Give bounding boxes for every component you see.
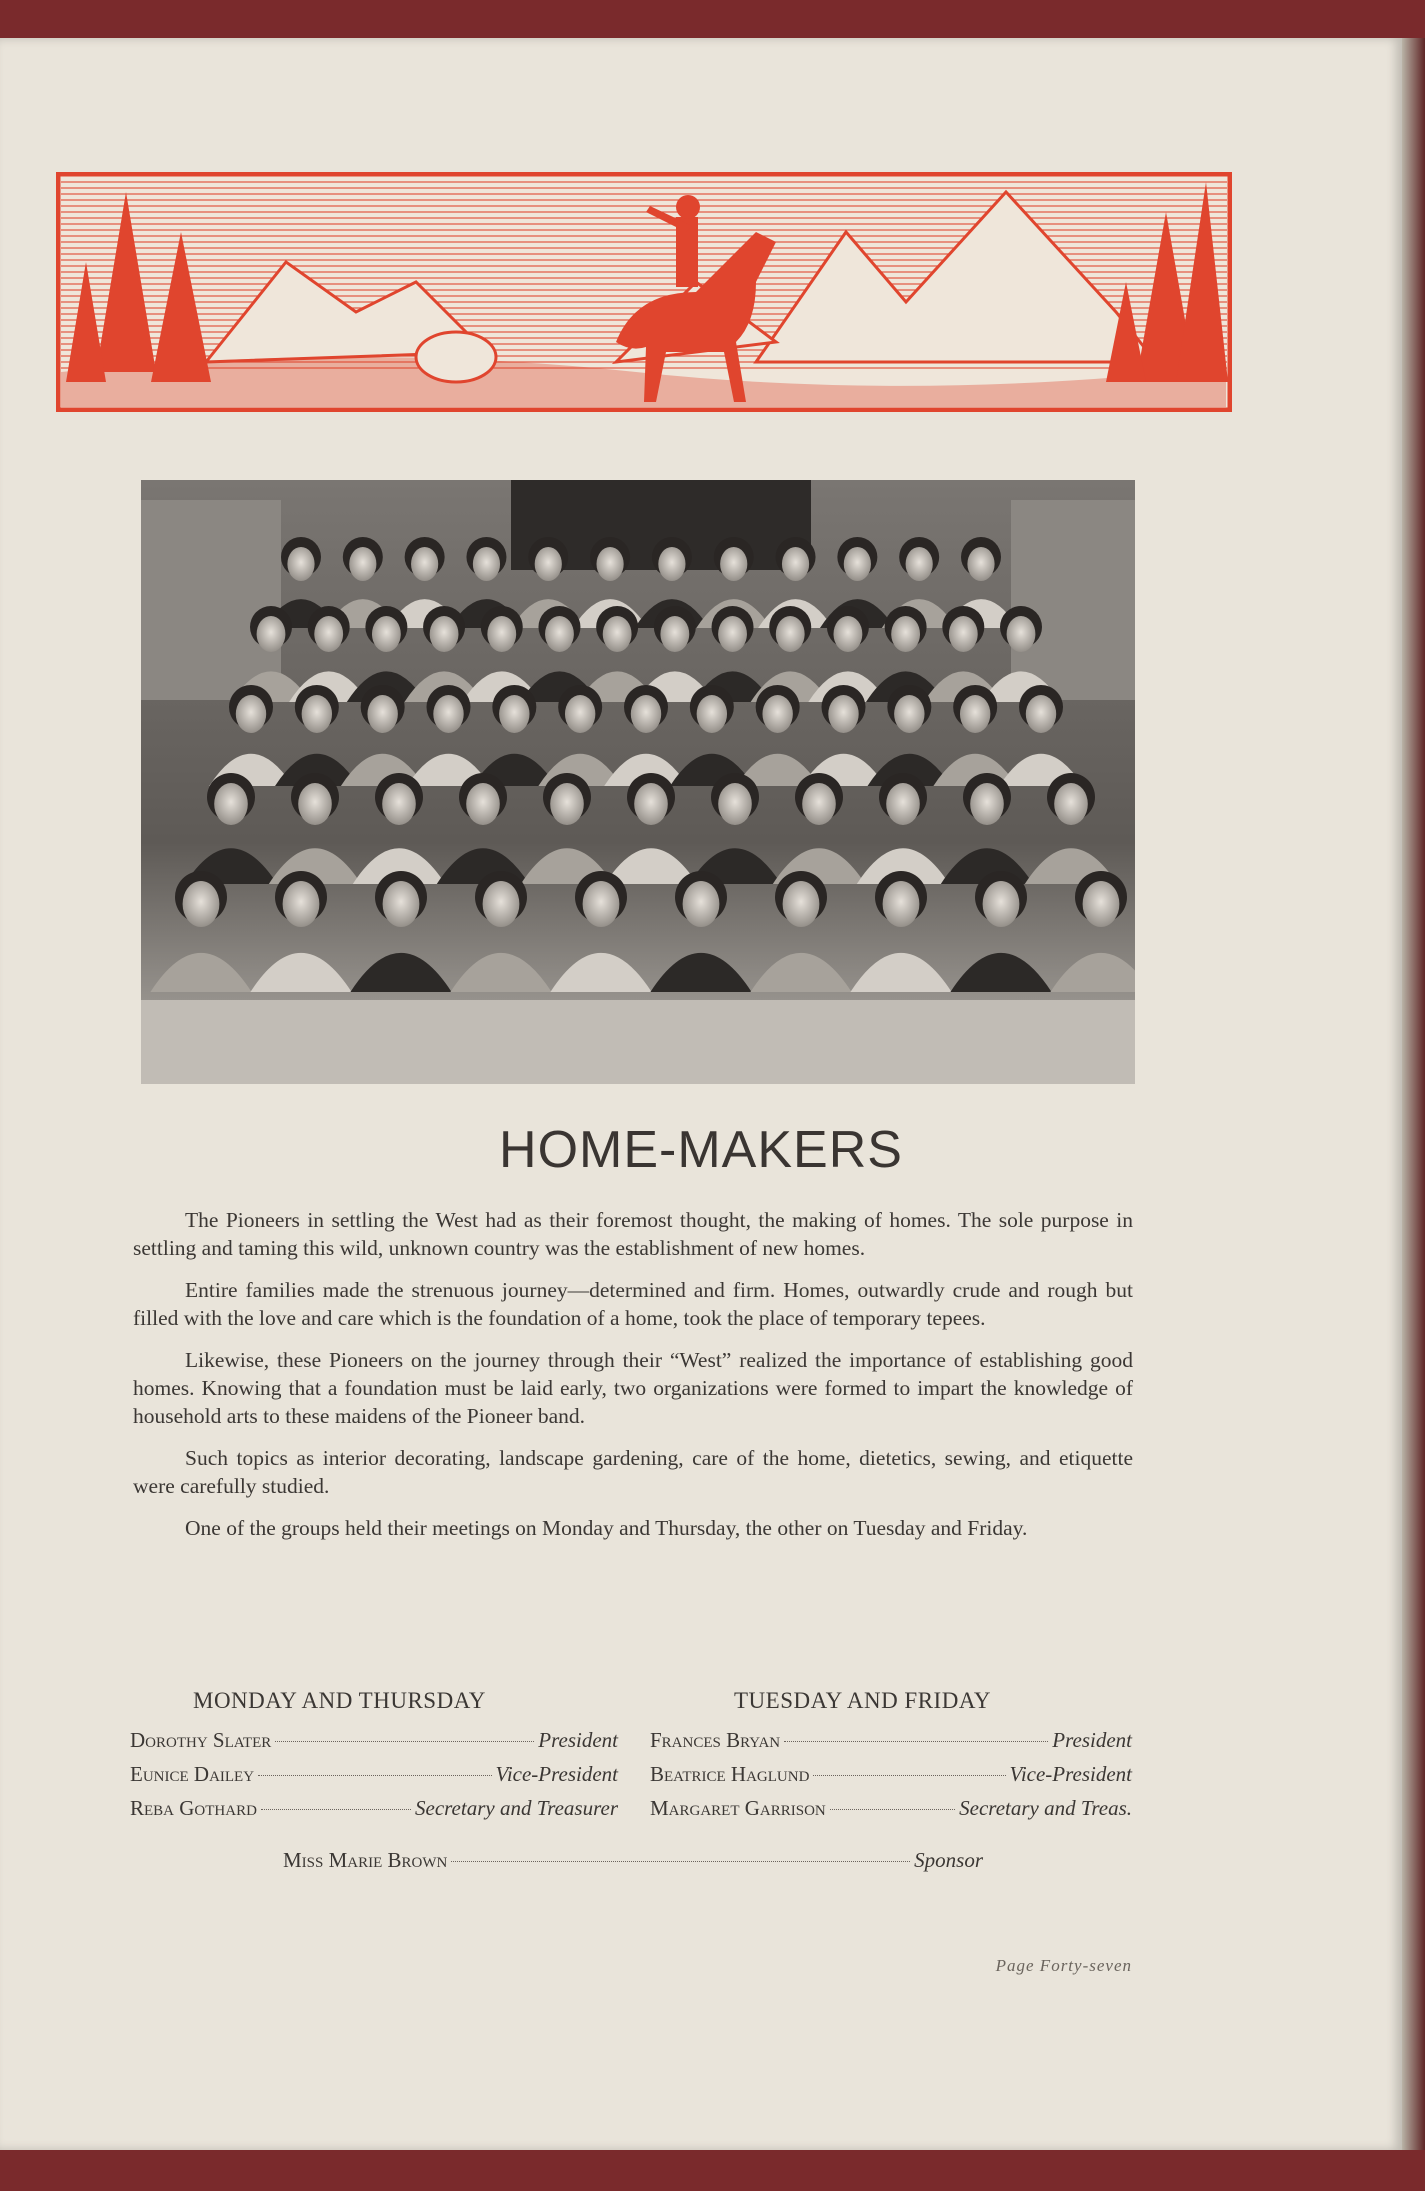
sponsor-role: Sponsor	[914, 1848, 983, 1872]
officer-row	[650, 1728, 1132, 1762]
officer-name: Frances Bryan	[650, 1728, 781, 1752]
officer-role: Secretary and Treas.	[959, 1796, 1132, 1820]
dot-leader	[451, 1861, 910, 1862]
sponsor-line	[283, 1848, 983, 1873]
paragraph: The Pioneers in settling the West had as their foremost thought, the making of homes. The sole purpose in settling and taming this wild, unknown country was the establishment of new homes.	[133, 1208, 1133, 1260]
officer-role: Secretary and Treasurer	[415, 1796, 618, 1820]
page-edge-shadow	[1402, 38, 1425, 2150]
sponsor-name: Miss Marie Brown	[283, 1848, 448, 1872]
section-title: HOME-MAKERS	[499, 1121, 903, 1179]
officer-role: President	[1052, 1728, 1132, 1752]
dot-leader	[830, 1809, 955, 1810]
officer-role: President	[538, 1728, 618, 1752]
group-heading-monday-thursday: MONDAY AND THURSDAY	[193, 1688, 486, 1713]
dot-leader	[813, 1775, 1005, 1776]
officer-name: Beatrice Haglund	[650, 1762, 810, 1786]
paragraph: Entire families made the strenuous journey—determined and firm. Homes, outwardly crude and rough but filled with the love and care which is the foundation of a home, took the place of temporary tepees.	[133, 1278, 1133, 1330]
officer-row	[130, 1796, 618, 1830]
officer-row	[130, 1728, 618, 1762]
officer-row	[650, 1796, 1132, 1830]
paragraph: One of the groups held their meetings on Monday and Thursday, the other on Tuesday and Friday.	[185, 1516, 1028, 1540]
dot-leader	[261, 1809, 411, 1810]
group-heading-tuesday-friday: TUESDAY AND FRIDAY	[734, 1688, 991, 1713]
officer-name: Margaret Garrison	[650, 1796, 826, 1820]
dot-leader	[258, 1775, 491, 1776]
officer-row	[130, 1762, 618, 1796]
officer-list-tuesday-friday	[650, 1728, 1132, 1830]
dot-leader	[784, 1741, 1048, 1742]
officer-name: Dorothy Slater	[130, 1728, 272, 1752]
officer-row	[650, 1762, 1132, 1796]
officer-role: Vice-President	[495, 1762, 618, 1786]
group-photograph	[141, 480, 1135, 1084]
paragraph: Such topics as interior decorating, landscape gardening, care of the home, dietetics, sewing, and etiquette were carefully studied.	[133, 1446, 1133, 1498]
article-body	[133, 1206, 1133, 1556]
dot-leader	[275, 1741, 534, 1742]
officer-name: Eunice Dailey	[130, 1762, 255, 1786]
officer-name: Reba Gothard	[130, 1796, 257, 1820]
officer-list-monday-thursday	[130, 1728, 618, 1830]
pioneer-banner-illustration	[56, 172, 1232, 412]
officer-role: Vice-President	[1009, 1762, 1132, 1786]
paragraph: Likewise, these Pioneers on the journey through their “West” realized the importance of establishing good homes. Knowing that a foundation must be laid early, two organizations were formed to impart the knowledge of household arts to these maidens of the Pioneer band.	[133, 1348, 1133, 1428]
page-number: Page Forty-seven	[995, 1956, 1132, 1975]
